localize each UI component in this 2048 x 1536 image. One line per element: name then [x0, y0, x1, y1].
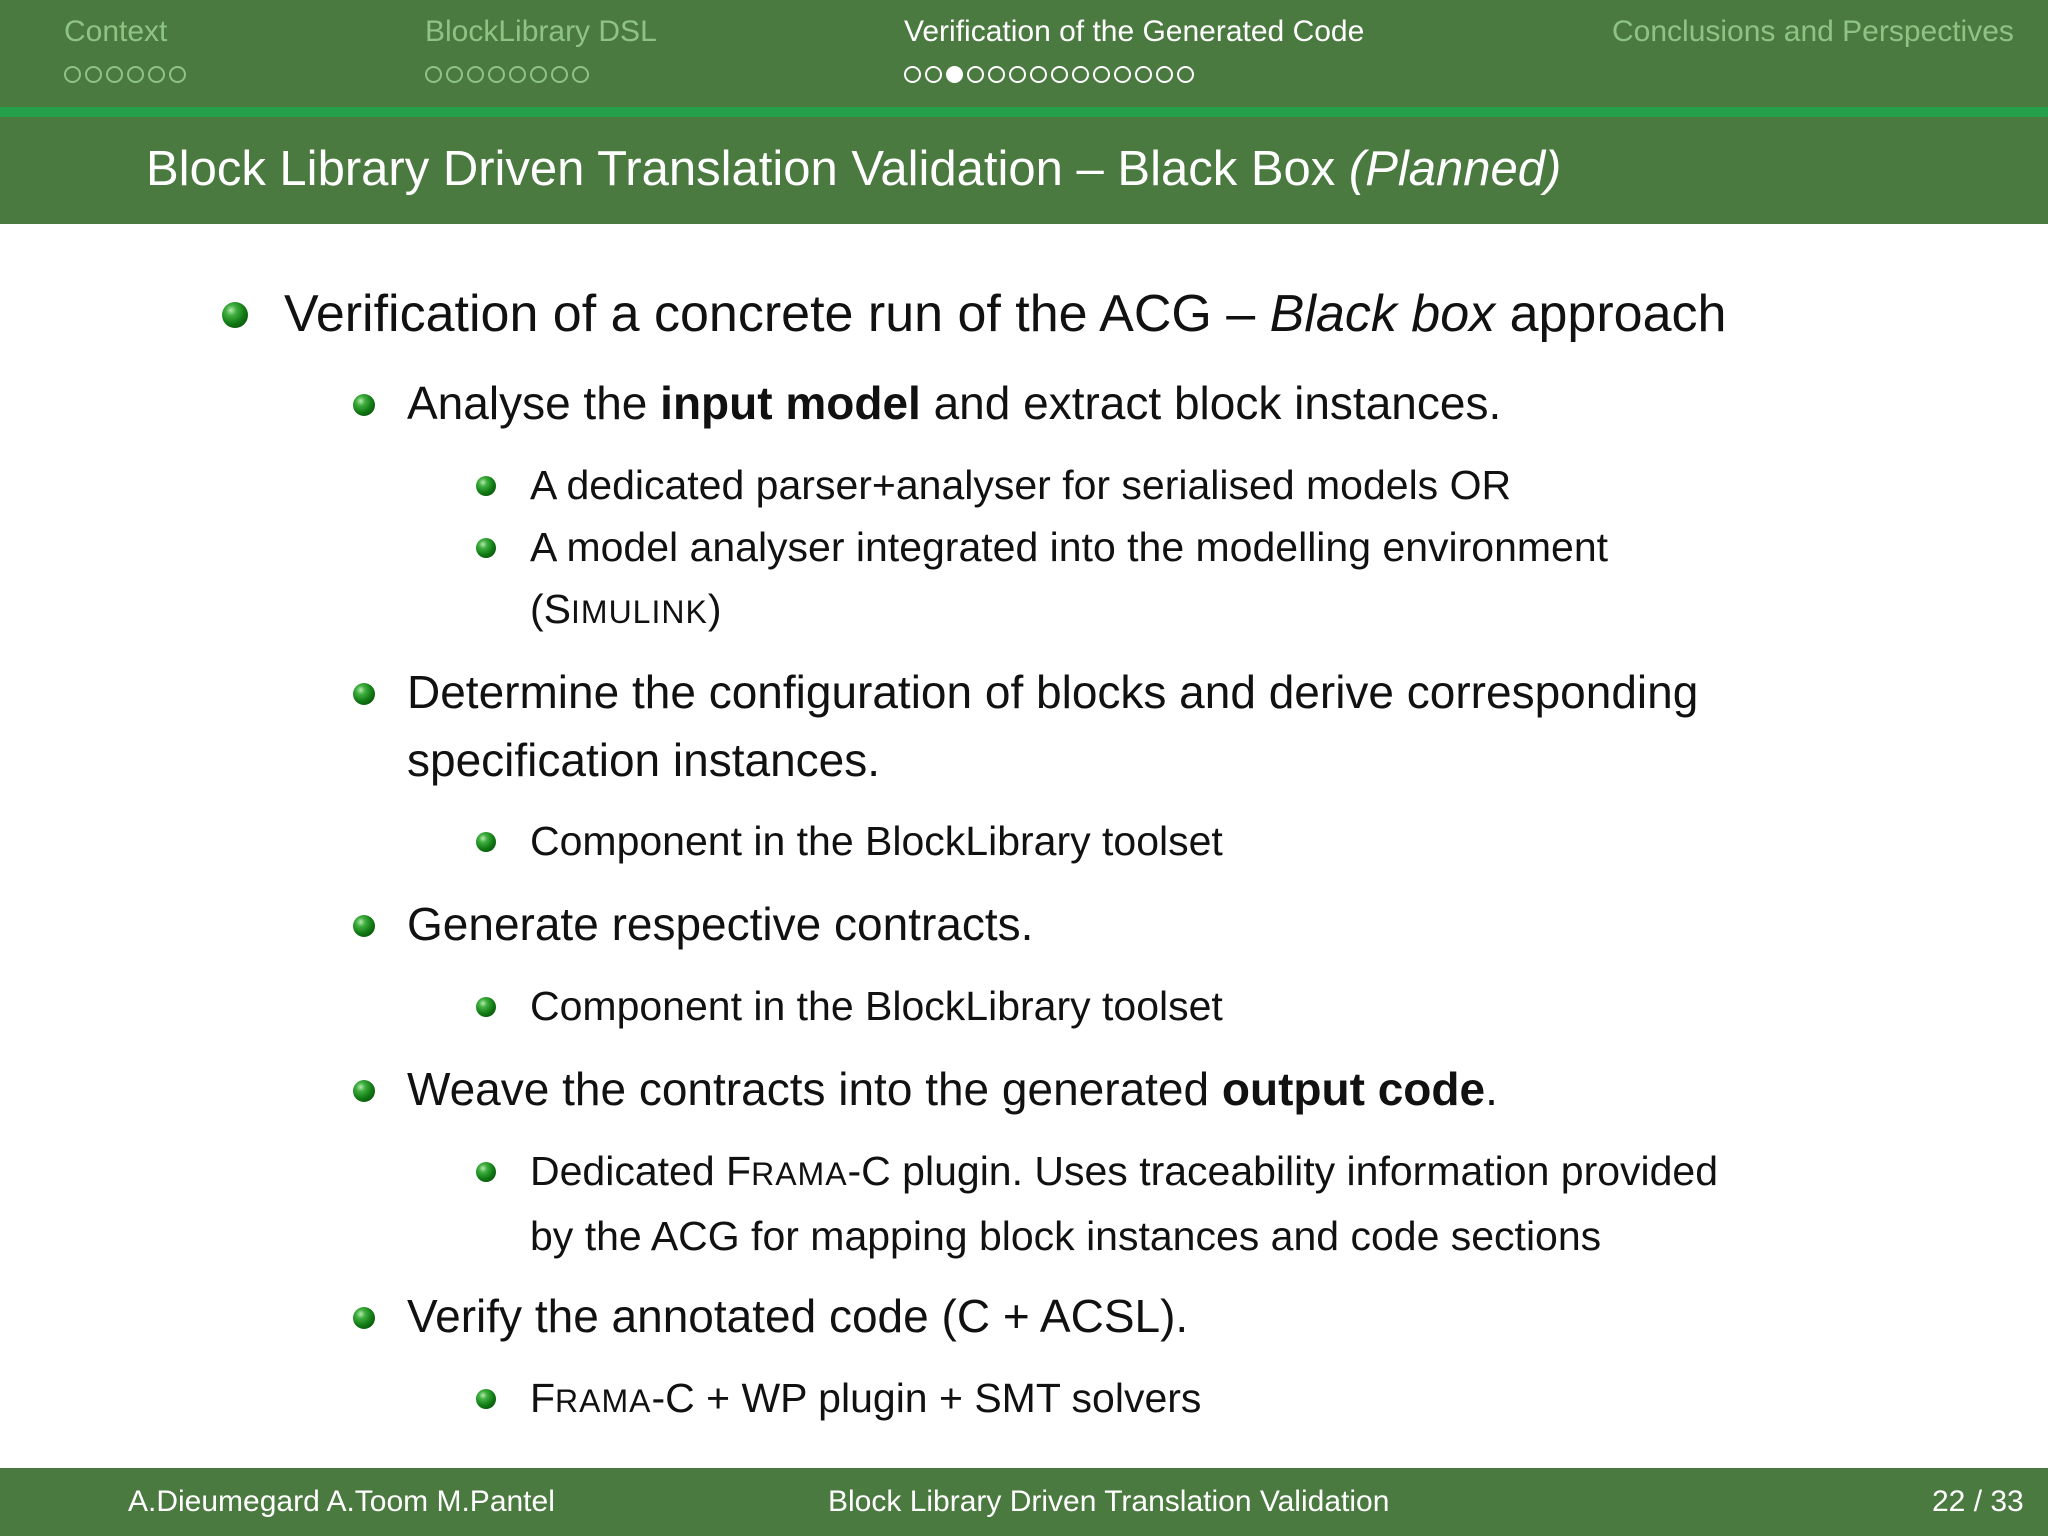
nav-section-conclusions[interactable] [1612, 12, 2014, 84]
slide-dot[interactable] [967, 66, 984, 83]
slide-dot[interactable] [1177, 66, 1194, 83]
step-weave-contracts [407, 1055, 1498, 1123]
sub-item-text-line2 [530, 578, 1608, 643]
slide-dot[interactable] [1072, 66, 1089, 83]
sub-item-text: Component in the BlockLibrary toolset [530, 818, 1223, 864]
smallcaps-rest: RAMA [751, 1156, 848, 1192]
sub-item-text: A dedicated parser+analyser for serialised models OR [530, 462, 1512, 508]
step-text-bold: output code [1221, 1063, 1486, 1115]
slide-dot[interactable] [1156, 66, 1173, 83]
bullet-icon [353, 683, 375, 705]
slide-dot[interactable] [488, 66, 505, 83]
step-determine-configuration [407, 658, 1698, 794]
step-text-bold: input model [660, 377, 921, 429]
nav-section-title[interactable]: Context [64, 15, 168, 48]
slide-dot[interactable] [904, 66, 921, 83]
nav-section-title[interactable]: BlockLibrary DSL [425, 15, 657, 48]
slide-dot[interactable] [530, 66, 547, 83]
bullet-icon [222, 302, 248, 328]
sub-item-text-line2: by the ACG for mapping block instances and code sections [530, 1213, 1602, 1259]
step-text: Weave the contracts into the generated [407, 1063, 1210, 1115]
slide-dot[interactable] [572, 66, 589, 83]
slide-dot[interactable] [1009, 66, 1026, 83]
frame-title-bar [0, 117, 2048, 224]
bullet-icon [476, 997, 496, 1017]
footer-authors: A.Dieumegard A.Toom M.Pantel [128, 1485, 555, 1518]
slide-dot[interactable] [1093, 66, 1110, 83]
smallcaps-initial: F [726, 1148, 752, 1194]
slide-dot[interactable] [425, 66, 442, 83]
slide-dot[interactable] [988, 66, 1005, 83]
step-generate-contracts [407, 890, 1033, 958]
slide-dot[interactable] [446, 66, 463, 83]
bullet-icon [476, 1389, 496, 1409]
main-bullet-text-end: approach [1509, 285, 1727, 343]
frame-title-suffix: (Planned) [1348, 142, 1562, 196]
step-text: Generate respective contracts. [407, 898, 1034, 950]
nav-section-verification[interactable] [904, 12, 1364, 84]
current-slide-dot[interactable] [946, 66, 963, 83]
slide-footer [0, 1468, 2048, 1536]
main-bullet-emphasis: Black box [1269, 285, 1496, 343]
sub-item-text: Dedicated [530, 1148, 715, 1194]
bullet-icon [476, 476, 496, 496]
nav-progress-dots [64, 64, 186, 84]
footer-page-number: 22 / 33 [1932, 1485, 2024, 1518]
slide-content [0, 224, 2048, 1468]
step-text-line2: specification instances. [407, 734, 881, 786]
nav-section-title[interactable]: Verification of the Generated Code [904, 15, 1365, 48]
step-text-end: . [1485, 1063, 1498, 1115]
slide-dot[interactable] [106, 66, 123, 83]
bullet-icon [476, 538, 496, 558]
paren-close: ) [707, 586, 722, 632]
slide-dot[interactable] [85, 66, 102, 83]
smallcaps-initial: F [530, 1375, 556, 1421]
bullet-icon [353, 1080, 375, 1102]
smallcaps-initial: S [543, 586, 572, 632]
step-text: Analyse the [407, 377, 648, 429]
slide-dot[interactable] [925, 66, 942, 83]
nav-section-title[interactable]: Conclusions and Perspectives [1612, 15, 2014, 48]
slide-dot[interactable] [1051, 66, 1068, 83]
frame-title [146, 139, 1561, 199]
slide-dot[interactable] [509, 66, 526, 83]
nav-section-context[interactable] [64, 12, 186, 84]
step-text-end: and extract block instances. [933, 377, 1502, 429]
footer-title: Block Library Driven Translation Validation [828, 1485, 1390, 1518]
slide-dot[interactable] [64, 66, 81, 83]
paren-open: ( [530, 586, 544, 632]
slide-dot[interactable] [148, 66, 165, 83]
slide-dot[interactable] [551, 66, 568, 83]
nav-progress-dots [425, 64, 657, 84]
section-navigation-bar [0, 0, 2048, 107]
slide-dot[interactable] [169, 66, 186, 83]
nav-progress-dots [1612, 64, 2014, 84]
sub-item-text: -C + WP plugin + SMT solvers [651, 1375, 1202, 1421]
main-bullet-item [284, 284, 1726, 344]
slide-dot[interactable] [1030, 66, 1047, 83]
sub-item-text: A model analyser integrated into the modelling environment [530, 524, 1609, 570]
frame-title-main: Block Library Driven Translation Validation – Black Box [146, 142, 1336, 196]
sub-item-model-analyser [530, 516, 1608, 643]
step-verify-annotated-code [407, 1282, 1188, 1350]
bullet-icon [476, 1162, 496, 1182]
slide-dot[interactable] [127, 66, 144, 83]
sub-item-parser-analyser [530, 454, 1511, 516]
slide-dot[interactable] [1114, 66, 1131, 83]
bullet-icon [353, 394, 375, 416]
nav-progress-dots [904, 64, 1364, 84]
step-analyse-input-model [407, 369, 1501, 437]
sub-item-blocklibrary-component [530, 975, 1223, 1037]
sub-item-text: Component in the BlockLibrary toolset [530, 983, 1223, 1029]
step-text: Verify the annotated code (C + ACSL). [407, 1290, 1189, 1342]
nav-separator [0, 107, 2048, 117]
sub-item-frama-c-wp [530, 1367, 1201, 1432]
smallcaps-rest: RAMA [555, 1383, 652, 1419]
smallcaps-rest: IMULINK [571, 594, 708, 630]
sub-item-blocklibrary-component [530, 810, 1223, 872]
sub-item-text-end: -C plugin. Uses traceability information provided [847, 1148, 1719, 1194]
bullet-icon [353, 915, 375, 937]
sub-item-frama-c-plugin [530, 1140, 1718, 1267]
main-bullet-text: Verification of a concrete run of the ACG – [284, 285, 1256, 343]
nav-section-blocklibrary-dsl[interactable] [425, 12, 657, 84]
slide-dot[interactable] [467, 66, 484, 83]
step-text: Determine the configuration of blocks and derive corresponding [407, 666, 1699, 718]
bullet-icon [476, 832, 496, 852]
slide-dot[interactable] [1135, 66, 1152, 83]
bullet-icon [353, 1307, 375, 1329]
